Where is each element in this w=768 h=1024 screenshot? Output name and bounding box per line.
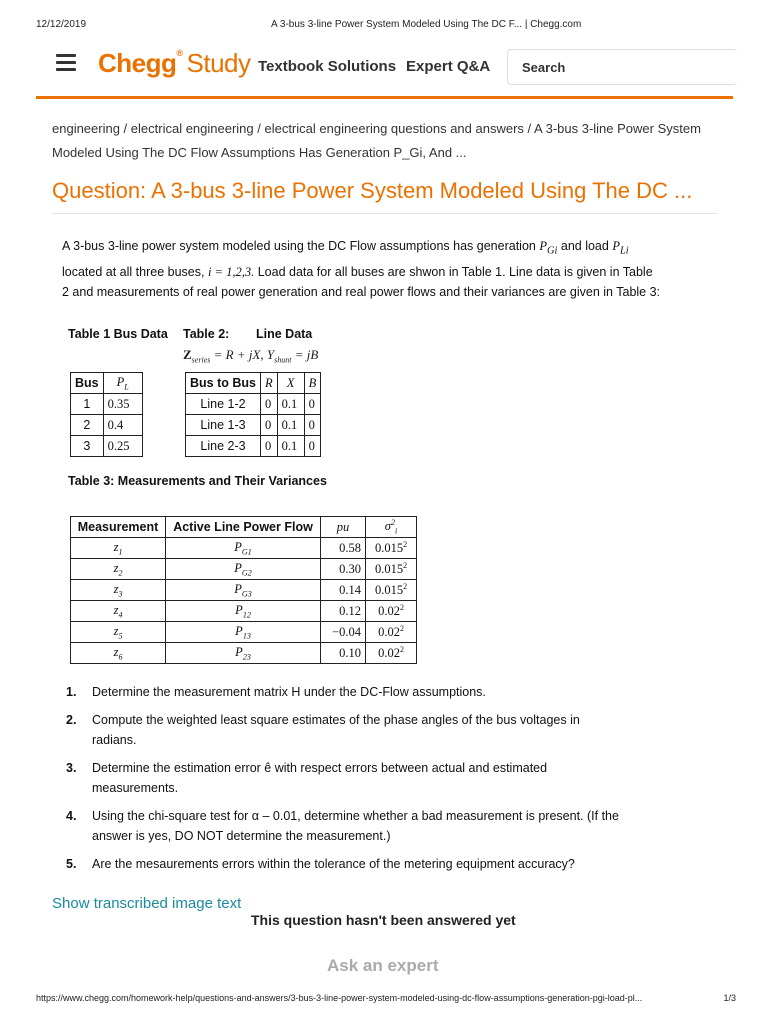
breadcrumb[interactable]: engineering / electrical engineering / electrical engineering questions and answers / A 3-bus 3-line Power System Modeled Using The DC Flow Assumptions Has Generation P_Gi, And ... [52,121,701,160]
page-title: Question: A 3-bus 3-line Power System Modeled Using The DC ... [52,178,693,203]
table3-header: pu [321,517,366,538]
table-cell: 0.015$^2$ [366,538,417,559]
table-cell: 0.1 [277,394,304,415]
table-row [71,622,417,643]
header-divider [36,96,733,99]
table-cell: 3 [71,436,104,457]
table-cell: 0 [304,436,321,457]
table-cell: $z_3$ [71,580,166,601]
table-cell: 0 [260,394,277,415]
question-list [66,682,626,882]
table-row [71,538,417,559]
table3-caption: Table 3: Measurements and Their Variances [68,474,327,488]
table-cell: $P_{G3}$ [166,580,321,601]
table-cell: −0.04 [321,622,366,643]
line-data-table [185,372,321,457]
table-cell: $z_6$ [71,643,166,664]
table-cell: 0.12 [321,601,366,622]
table-cell: 0 [260,436,277,457]
table-row [186,394,321,415]
table2-caption-a: Table 2: [183,327,230,341]
intro-text-1: A 3-bus 3-line power system modeled using the DC Flow assumptions has generation [62,239,536,253]
table-cell: $P_{12}$ [166,601,321,622]
question-intro [62,236,662,302]
table-cell: $P_{G1}$ [166,538,321,559]
ask-expert-button[interactable]: Ask an expert [327,956,439,975]
table-cell: 0 [304,415,321,436]
list-item: 3. Determine the estimation error ê with respect errors between actual and estimated measurements. [66,761,548,795]
table-cell: 0.02$^2$ [366,622,417,643]
line-formula: $Z_{series} = R$ + jX, $Y_{shunt}$ = jB [183,347,319,365]
table-cell: $z_4$ [71,601,166,622]
table-cell: 0.30 [321,559,366,580]
table-cell: 0.58 [321,538,366,559]
intro-text-3: located at all three buses, [62,264,205,279]
measurements-table [70,516,417,664]
table1-header: $P_L$ [103,373,142,394]
table3-header: Measurement [71,517,166,538]
table3-header: Active Line Power Flow [166,517,321,538]
footer-url: https://www.chegg.com/homework-help/questions-and-answers/3-bus-3-line-power-system-modeled-using-dc-flow-assumptions-generation-pgi-load-pl... [36,993,643,1003]
table-cell: 0.25 [103,436,142,457]
table-cell: 2 [71,415,104,436]
table-cell: 0.015$^2$ [366,559,417,580]
title-divider [52,213,718,214]
table1-caption: Table 1 Bus Data [68,327,168,341]
table-cell: Line 1-3 [186,415,261,436]
table-row [71,415,143,436]
print-footer [36,993,736,1003]
print-date: 12/12/2019 [36,19,87,30]
table2-header: R [260,373,277,394]
list-item: 1. Determine the measurement matrix H under the DC-Flow assumptions. [66,685,486,699]
table-row [186,415,321,436]
table-row [71,580,417,601]
intro-text-4: Load data for all buses are shwon in Table 1. Line data is given in Table 2 and measurements of real power generation and real power flows and their variances are given in Table 3: [62,264,661,299]
table-cell: 0.4 [103,415,142,436]
table1-header: Bus [71,373,104,394]
table-row [71,559,417,580]
table2-header: X [277,373,304,394]
table-cell: 0.1 [277,415,304,436]
list-item: 5. Are the mesaurements errors within the tolerance of the metering equipment accuracy? [66,857,575,871]
table2-caption-b: Line Data [256,327,313,341]
nav-textbook-solutions[interactable]: Textbook Solutions [258,58,397,75]
table-cell: 0 [304,394,321,415]
chegg-study-logo[interactable]: Chegg® Study [98,48,251,78]
table-cell: 0.02$^2$ [366,601,417,622]
table2-header: Bus to Bus [186,373,261,394]
table-cell: $z_5$ [71,622,166,643]
table-cell: 0 [260,415,277,436]
table-cell: 0.1 [277,436,304,457]
logo-brand: Chegg [98,48,177,78]
list-item: 2. Compute the weighted least square estimates of the phase angles of the bus voltages in radians. [66,713,580,747]
table-cell: $P_{13}$ [166,622,321,643]
table-row [186,436,321,457]
table-row [71,601,417,622]
table-cell: 0.35 [103,394,142,415]
print-page-title: A 3-bus 3-line Power System Modeled Using The DC F... | Chegg.com [271,19,582,30]
bus-data-table [70,372,143,457]
table-cell: 0.015$^2$ [366,580,417,601]
not-answered-message: This question hasn't been answered yet [251,912,516,928]
table-cell: $P_{G2}$ [166,559,321,580]
table-cell: Line 1-2 [186,394,261,415]
logo-product: Study [186,48,251,78]
pgi-symbol: $P_{Gi}$ [539,239,558,257]
show-transcribed-link[interactable]: Show transcribed image text [52,895,242,912]
nav-expert-qa[interactable]: Expert Q&A [406,58,491,75]
table-cell: 0.10 [321,643,366,664]
table-cell: $z_1$ [71,538,166,559]
table-row [71,394,143,415]
table-row [71,643,417,664]
table-cell: 1 [71,394,104,415]
menu-icon[interactable] [56,54,76,72]
table3-header: $\sigma^2_i$ [366,517,417,538]
intro-index: i = 1,2,3. [207,264,255,279]
table-cell: 0.02$^2$ [366,643,417,664]
table2-header: B [304,373,321,394]
table-row [71,436,143,457]
table-cell: $P_{23}$ [166,643,321,664]
intro-text-2: and load [560,239,609,253]
search-input[interactable]: Search [507,49,737,85]
table-cell: 0.14 [321,580,366,601]
list-item: 4. Using the chi-square test for α – 0.01, determine whether a bad measurement is present. (If the answer is yes, DO NOT determine the measurement.) [66,809,619,843]
table-cell: Line 2-3 [186,436,261,457]
table-cell: $z_2$ [71,559,166,580]
pli-symbol: $P_{Li}$ [612,239,629,257]
footer-page: 1/3 [723,993,736,1003]
